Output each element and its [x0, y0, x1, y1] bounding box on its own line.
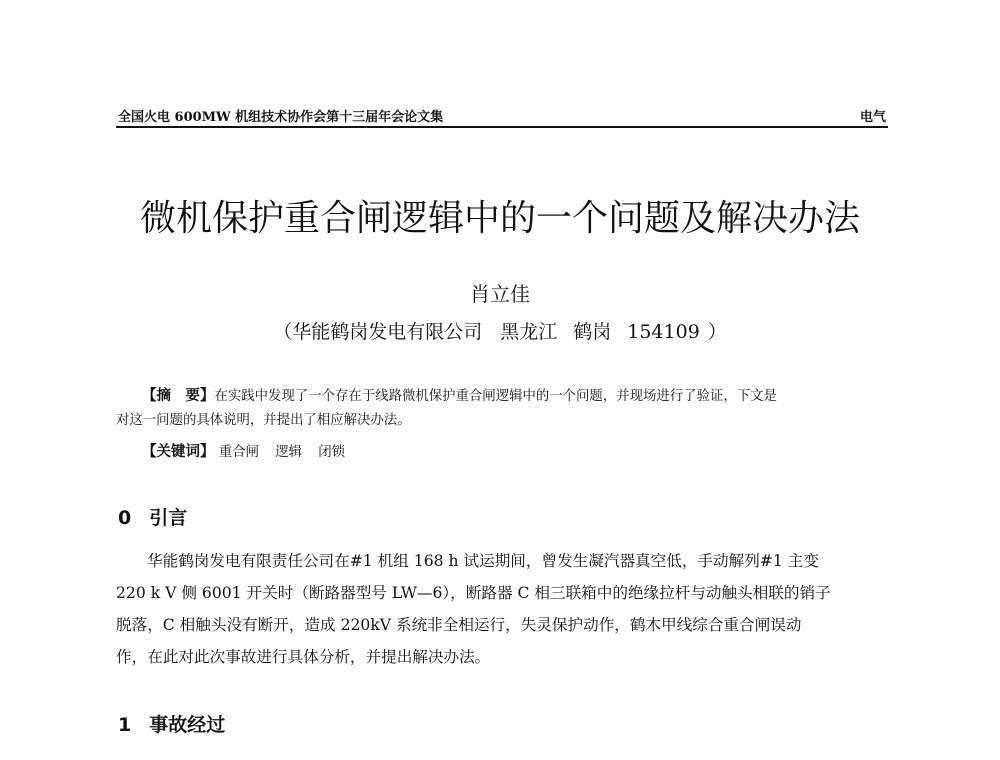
paragraph-line: 作，在此对此次事故进行具体分析，并提出解决办法。: [116, 648, 491, 666]
affiliation-open-paren: （: [273, 321, 293, 343]
affiliation-company: 华能鹤岗发电有限公司: [292, 321, 483, 343]
paragraph-line: 华能鹤岗发电有限责任公司在#1 机组 168 h 试运期间，曾发生凝汽器真空低，手动解列#1 主变: [147, 552, 819, 570]
section-number: 1: [118, 714, 132, 736]
keywords: [142, 440, 357, 461]
keyword-item: 逻辑: [275, 445, 302, 460]
paper-title: 微机保护重合闸逻辑中的一个问题及解决办法: [139, 198, 860, 239]
affiliation-postcode: 154109: [627, 321, 700, 343]
keywords-label: 【关键词】: [142, 443, 215, 460]
paragraph-line: 220 k V 侧 6001 开关时（断路器型号 LW—6），断路器 C 相三联箱中的绝缘拉杆与动触头相联的销子: [116, 584, 831, 602]
keyword-item: 闭锁: [318, 445, 346, 460]
category-label: 电气: [859, 110, 886, 125]
abstract: [116, 384, 888, 433]
affiliation: [0, 317, 1000, 344]
affiliation-city: 鹤岗: [573, 321, 612, 343]
affiliation-close-paren: ）: [707, 321, 727, 343]
abstract-line-1: [116, 384, 888, 409]
abstract-text-2: 对这一问题的具体说明，并提出了相应解决办法。: [116, 413, 411, 428]
author-name: 肖立佳: [470, 282, 530, 306]
section-heading-accident: [118, 710, 225, 737]
paragraph-line: 脱落，C 相触头没有断开，造成 220kV 系统非全相运行，失灵保护动作，鹤木甲线综合重合闸误动: [116, 616, 802, 634]
section-title: 引言: [149, 507, 188, 529]
abstract-label: 【摘 要】: [142, 387, 215, 404]
keyword-item: 重合闸: [218, 445, 259, 460]
proceedings-title: 全国火电 600MW 机组技术协作会第十三届年会论文集: [118, 110, 444, 125]
abstract-text-1: 在实践中发现了一个存在于线路微机保护重合闸逻辑中的一个问题，并现场进行了验证，下文是: [214, 389, 777, 404]
section-heading-introduction: [118, 503, 187, 530]
section-title: 事故经过: [149, 714, 226, 736]
introduction-paragraph: [116, 545, 888, 673]
running-header: [116, 104, 888, 128]
affiliation-province: 黑龙江: [500, 321, 558, 343]
section-number: 0: [118, 507, 132, 529]
